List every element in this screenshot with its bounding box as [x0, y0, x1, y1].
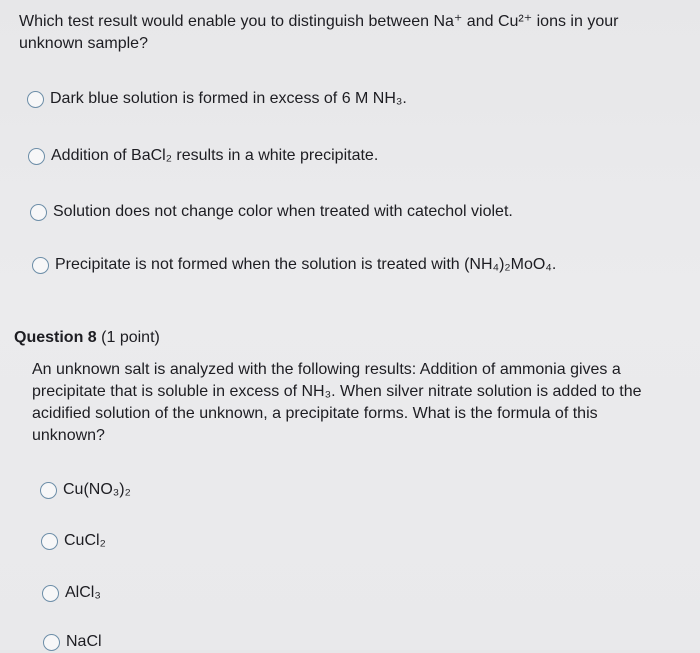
- radio-button[interactable]: [27, 91, 44, 108]
- q1-option-3[interactable]: [30, 201, 513, 223]
- q8-option-1[interactable]: [40, 479, 131, 501]
- question-8-header: [14, 327, 160, 349]
- radio-button[interactable]: [30, 204, 47, 221]
- q8-option-2-label: CuCl₂: [64, 532, 106, 549]
- question-number: Question 8: [14, 329, 97, 346]
- radio-button[interactable]: [32, 257, 49, 274]
- q8-option-1-label: Cu(NO₃)₂: [63, 481, 131, 498]
- radio-button[interactable]: [43, 634, 60, 651]
- q8-option-2[interactable]: [41, 530, 106, 552]
- q1-option-4-label: Precipitate is not formed when the solution is treated with (NH₄)₂MoO₄.: [55, 256, 557, 273]
- q8-option-4-label: NaCl: [66, 633, 102, 650]
- radio-button[interactable]: [42, 585, 59, 602]
- q1-option-4[interactable]: [32, 254, 556, 276]
- q8-option-3[interactable]: [42, 582, 101, 604]
- radio-button[interactable]: [41, 533, 58, 550]
- question-points: (1 point): [101, 329, 160, 346]
- q1-option-2-label: Addition of BaCl₂ results in a white precipitate.: [51, 147, 379, 164]
- q8-option-3-label: AlCl₃: [65, 584, 101, 601]
- q1-option-1-label: Dark blue solution is formed in excess of 6 M NH₃.: [50, 90, 407, 107]
- question-8-prompt: An unknown salt is analyzed with the following results: Addition of ammonia gives a precipitate that is soluble in excess of NH₃. When silver nitrate solution is added to the acidified solution of the unknown, a precipitate forms. What is the formula of this unknown?: [32, 361, 642, 444]
- q1-option-2[interactable]: [28, 145, 378, 167]
- radio-button[interactable]: [28, 148, 45, 165]
- q1-option-3-label: Solution does not change color when treated with catechol violet.: [53, 203, 513, 220]
- q1-option-1[interactable]: [27, 88, 407, 110]
- question-1-prompt: Which test result would enable you to distinguish between Na⁺ and Cu²⁺ ions in your unknown sample?: [19, 13, 619, 52]
- radio-button[interactable]: [40, 482, 57, 499]
